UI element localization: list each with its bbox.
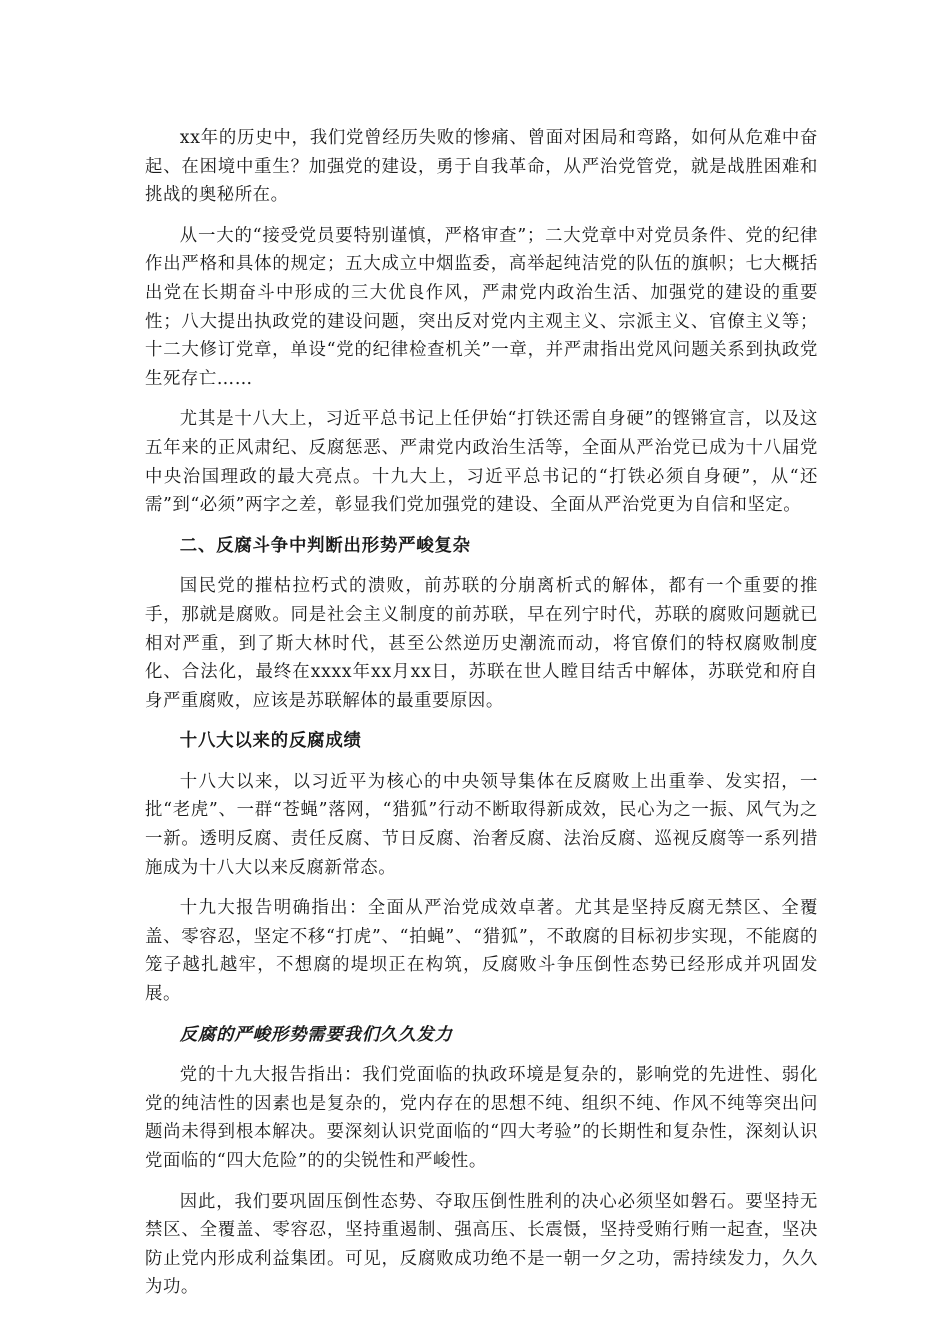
section-heading-anti-corruption-situation: 二、反腐斗争中判断出形势严峻复杂 <box>179 535 471 556</box>
document-page <box>145 124 818 1314</box>
paragraph-governing-environment: 党的十九大报告指出：我们党面临的执政环境是复杂的，影响党的先进性、弱化党的纯洁性的因素也是复杂的，党内存在的思想不纯、组织不纯、作风不纯等突出问题尚未得到根本解决。要深刻认识党面临的“四大考验”的长期性和复杂性，深刻认识党面临的“四大危险”的的尖锐性和严峻性。 <box>145 1065 818 1171</box>
paragraph-history: xx年的历史中，我们党曾经历失败的惨痛、曾面对困局和弯路，如何从危难中奋起、在困境中重生？加强党的建设，勇于自我革命，从严治党管党，就是战胜困难和挑战的奥秘所在。 <box>145 128 818 206</box>
paragraph-eighteenth-congress: 尤其是十八大上，习近平总书记上任伊始“打铁还需自身硬”的铿锵宣言，以及这五年来的正风肃纪、反腐惩恶、严肃党内政治生活等，全面从严治党已成为十八届党中央治国理政的最大亮点。十九大上，习近平总书记的“打铁必须自身硬”，从“还需”到“必须”两字之差，彰显我们党加强党的建设、全面从严治党更为自信和坚定。 <box>145 409 818 516</box>
subheading-sustained-effort: 反腐的严峻形势需要我们久久发力 <box>179 1024 453 1045</box>
paragraph-nineteenth-report: 十九大报告明确指出：全面从严治党成效卓著。尤其是坚持反腐无禁区、全覆盖、零容忍，坚定不移“打虎”、“拍蝇”、“猎狐”，不敢腐的目标初步实现，不能腐的笼子越扎越牢，不想腐的堤坝正在构筑，反腐败斗争压倒性态势已经形成并巩固发展。 <box>145 898 818 1005</box>
subheading-achievements: 十八大以来的反腐成绩 <box>179 731 362 752</box>
paragraph-conclusion: 因此，我们要巩固压倒性态势、夺取压倒性胜利的决心必须坚如磐石。要坚持无禁区、全覆盖、零容忍，坚持重遏制、强高压、长震慑，坚持受贿行贿一起查，坚决防止党内形成利益集团。可见，反腐败成功绝不是一朝一夕之功，需持续发力，久久为功。 <box>145 1191 818 1298</box>
paragraph-party-congresses: 从一大的“接受党员要特别谨慎，严格审查”；二大党章中对党员条件、党的纪律作出严格和具体的规定；五大成立中烟监委，高举起纯洁党的队伍的旗帜；七大概括出党在长期奋斗中形成的三大优良作风，严肃党内政治生活、加强党的建设的重要性；八大提出执政党的建设问题，突出反对党内主观主义、宗派主义、官僚主义等；十二大修订党章，单设“党的纪律检查机关”一章，并严肃指出党风问题关系到执政党生死存亡…… <box>145 225 818 389</box>
paragraph-achievements: 十八大以来，以习近平为核心的中央领导集体在反腐败上出重拳、发实招，一批“老虎”、一群“苍蝇”落网，“猎狐”行动不断取得新成效，民心为之一振、风气为之一新。透明反腐、责任反腐、节日反腐、治奢反腐、法治反腐、巡视反腐等一系列措施成为十八大以来反腐新常态。 <box>145 771 818 878</box>
paragraph-soviet-collapse: 国民党的摧枯拉朽式的溃败，前苏联的分崩离析式的解体，都有一个重要的推手，那就是腐败。同是社会主义制度的前苏联，早在列宁时代，苏联的腐败问题就已相对严重，到了斯大林时代，甚至公然逆历史潮流而动，将官僚们的特权腐败制度化、合法化，最终在xxxx年xx月xx日，苏联在世人瞠目结舌中解体，苏联党和府自身严重腐败，应该是苏联解体的最重要原因。 <box>145 576 818 711</box>
